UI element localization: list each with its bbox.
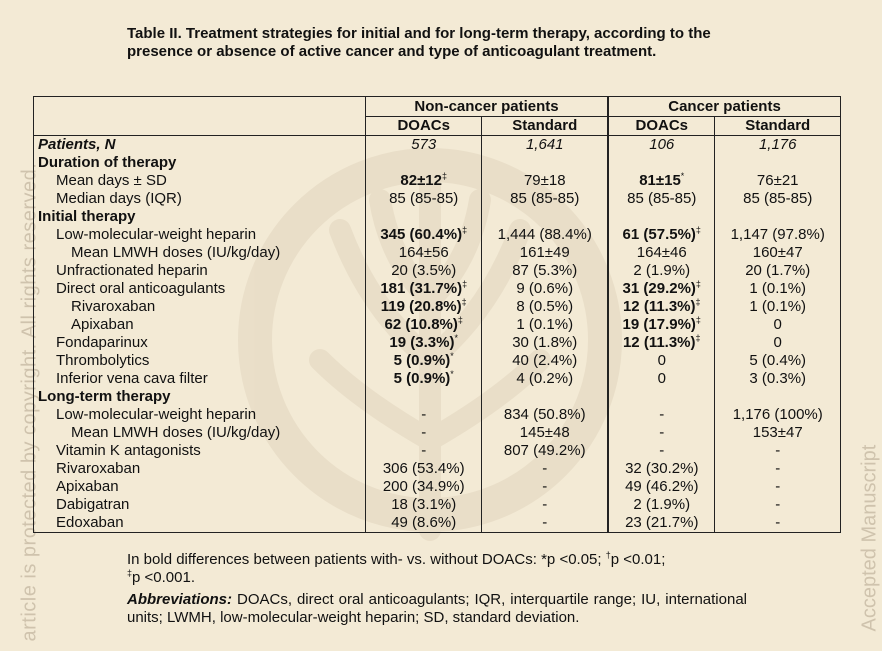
table-row [34,280,841,298]
table-cell: 23 (21.7%) [608,514,715,533]
row-label: Dabigatran [56,496,130,513]
table-footnote [127,551,747,627]
table-cell: 1,444 (88.4%) [482,226,608,244]
table-cell: 19 (17.9%)‡ [608,316,715,334]
table-row [34,442,841,460]
group-header-row [34,97,841,117]
table-cell: 20 (1.7%) [715,262,841,280]
table-row [34,262,841,280]
table-row [34,208,841,226]
table-cell: 0 [715,316,841,334]
group-cancer: Cancer patients [608,97,840,117]
table-row [34,316,841,334]
table-cell: 85 (85-85) [482,190,608,208]
subheader: DOACs [608,117,715,136]
table-cell: 85 (85-85) [715,190,841,208]
table-cell: 0 [608,370,715,388]
row-label: Median days (IQR) [56,190,182,207]
table-cell [715,388,841,406]
table-cell [482,154,608,172]
table-cell: 834 (50.8%) [482,406,608,424]
table-row [34,298,841,316]
table-cell: 62 (10.8%)‡ [366,316,482,334]
table-cell: 200 (34.9%) [366,478,482,496]
row-label: Inferior vena cava filter [56,370,208,387]
row-label: Rivaroxaban [71,298,156,315]
table-cell: - [366,442,482,460]
table-body [34,136,841,533]
abbreviations-note: Abbreviations: DOACs, direct oral anticoagulants; IQR, interquartile range; IU, international units; LWMH, low-molecular-weight heparin; SD, standard deviation. [127,591,747,626]
table-cell: 9 (0.6%) [482,280,608,298]
table-cell [608,388,715,406]
table-cell: 1,176 [715,136,841,155]
row-label: Direct oral anticoagulants [56,280,226,297]
table-cell: 807 (49.2%) [482,442,608,460]
table-cell: 1 (0.1%) [482,316,608,334]
subheader: DOACs [366,117,482,136]
table-cell: 81±15* [608,172,715,190]
treatment-table [33,96,841,533]
row-label: Thrombolytics [56,352,150,369]
row-label: Mean days ± SD [56,172,167,189]
table-cell: 5 (0.4%) [715,352,841,370]
table-cell: 49 (8.6%) [366,514,482,533]
table-cell [715,154,841,172]
table-row [34,226,841,244]
row-label: Rivaroxaban [56,460,141,477]
table-cell: 164±56 [366,244,482,262]
table-cell: 181 (31.7%)‡ [366,280,482,298]
subheader: Standard [715,117,841,136]
table-cell: 0 [608,352,715,370]
table-cell: 306 (53.4%) [366,460,482,478]
table-cell: 5 (0.9%)* [366,370,482,388]
table-cell: - [482,460,608,478]
accepted-manuscript-watermark: Accepted Manuscript [858,444,881,632]
table-cell: 573 [366,136,482,155]
table-cell [482,388,608,406]
table-cell [366,154,482,172]
row-label: Low-molecular-weight heparin [56,226,257,243]
table-row [34,244,841,262]
table-cell: - [608,442,715,460]
table-row [34,136,841,155]
group-non-cancer: Non-cancer patients [366,97,609,117]
table-cell: - [482,496,608,514]
row-label: Unfractionated heparin [56,262,208,279]
table-cell: 8 (0.5%) [482,298,608,316]
row-label: Low-molecular-weight heparin [56,406,257,423]
table-cell: 5 (0.9%)* [366,352,482,370]
table-row [34,154,841,172]
table-title: Table II. Treatment strategies for initial and for long-term therapy, according to the presence or absence of active cancer and type of anticoagulant treatment. [127,25,711,60]
table-row [34,478,841,496]
table-cell: 76±21 [715,172,841,190]
table-cell: 30 (1.8%) [482,334,608,352]
table-cell: 106 [608,136,715,155]
table-cell: 3 (0.3%) [715,370,841,388]
table-cell: 153±47 [715,424,841,442]
row-label: Mean LMWH doses (IU/kg/day) [71,424,281,441]
table-cell: 32 (30.2%) [608,460,715,478]
table-cell: - [482,478,608,496]
table-cell: 79±18 [482,172,608,190]
table-cell: - [715,442,841,460]
table-cell [366,388,482,406]
table-cell: 119 (20.8%)‡ [366,298,482,316]
table-cell: 161±49 [482,244,608,262]
table-row [34,334,841,352]
table-row [34,496,841,514]
row-label: Fondaparinux [56,334,148,351]
table-cell: 87 (5.3%) [482,262,608,280]
table-cell: 61 (57.5%)‡ [608,226,715,244]
table-cell [482,208,608,226]
row-label: Apixaban [56,478,119,495]
table-row [34,352,841,370]
row-label: Duration of therapy [38,154,177,171]
table-cell: 1 (0.1%) [715,298,841,316]
table-cell: 1,176 (100%) [715,406,841,424]
table-cell: 2 (1.9%) [608,496,715,514]
table-cell: 164±46 [608,244,715,262]
table-cell: 145±48 [482,424,608,442]
row-label: Vitamin K antagonists [56,442,201,459]
table-cell: - [366,424,482,442]
table-cell: 2 (1.9%) [608,262,715,280]
table-cell: - [715,478,841,496]
row-label: Apixaban [71,316,134,333]
table-cell: 4 (0.2%) [482,370,608,388]
table-cell: - [715,460,841,478]
table-cell: 12 (11.3%)‡ [608,334,715,352]
table-cell: 1,147 (97.8%) [715,226,841,244]
table-row [34,172,841,190]
table-cell: 345 (60.4%)‡ [366,226,482,244]
table-cell: - [715,496,841,514]
table-cell: 1,641 [482,136,608,155]
table-row [34,514,841,533]
table-cell [366,208,482,226]
subheader: Standard [482,117,608,136]
table-cell: - [608,424,715,442]
table-cell: 85 (85-85) [366,190,482,208]
table-cell [608,208,715,226]
table-cell: 12 (11.3%)‡ [608,298,715,316]
table-cell: 20 (3.5%) [366,262,482,280]
table-row [34,370,841,388]
table-cell: 82±12‡ [366,172,482,190]
table-cell: 49 (46.2%) [608,478,715,496]
row-label: Initial therapy [38,208,136,225]
table-cell: 40 (2.4%) [482,352,608,370]
table-cell: - [366,406,482,424]
subheader-row [34,117,841,136]
table-cell: 19 (3.3%)* [366,334,482,352]
row-label: Patients, N [38,136,116,153]
row-label: Long-term therapy [38,388,171,405]
table-row [34,190,841,208]
table-cell: 0 [715,334,841,352]
table-cell: 85 (85-85) [608,190,715,208]
table-row [34,460,841,478]
table-cell: - [482,514,608,533]
row-label: Edoxaban [56,514,124,531]
table-cell: 31 (29.2%)‡ [608,280,715,298]
table-cell: - [715,514,841,533]
table-cell [608,154,715,172]
table-row [34,388,841,406]
table-row [34,406,841,424]
table-cell: 160±47 [715,244,841,262]
table-cell: 18 (3.1%) [366,496,482,514]
copyright-watermark: article is protected by copyright. All rights reserved. [18,162,41,642]
table-cell: - [608,406,715,424]
table-cell: 1 (0.1%) [715,280,841,298]
table-row [34,424,841,442]
significance-note: In bold differences between patients with- vs. without DOACs: *p <0.05; †p <0.01; ‡p <0.001. [127,550,666,586]
table-cell [715,208,841,226]
row-label: Mean LMWH doses (IU/kg/day) [71,244,281,261]
